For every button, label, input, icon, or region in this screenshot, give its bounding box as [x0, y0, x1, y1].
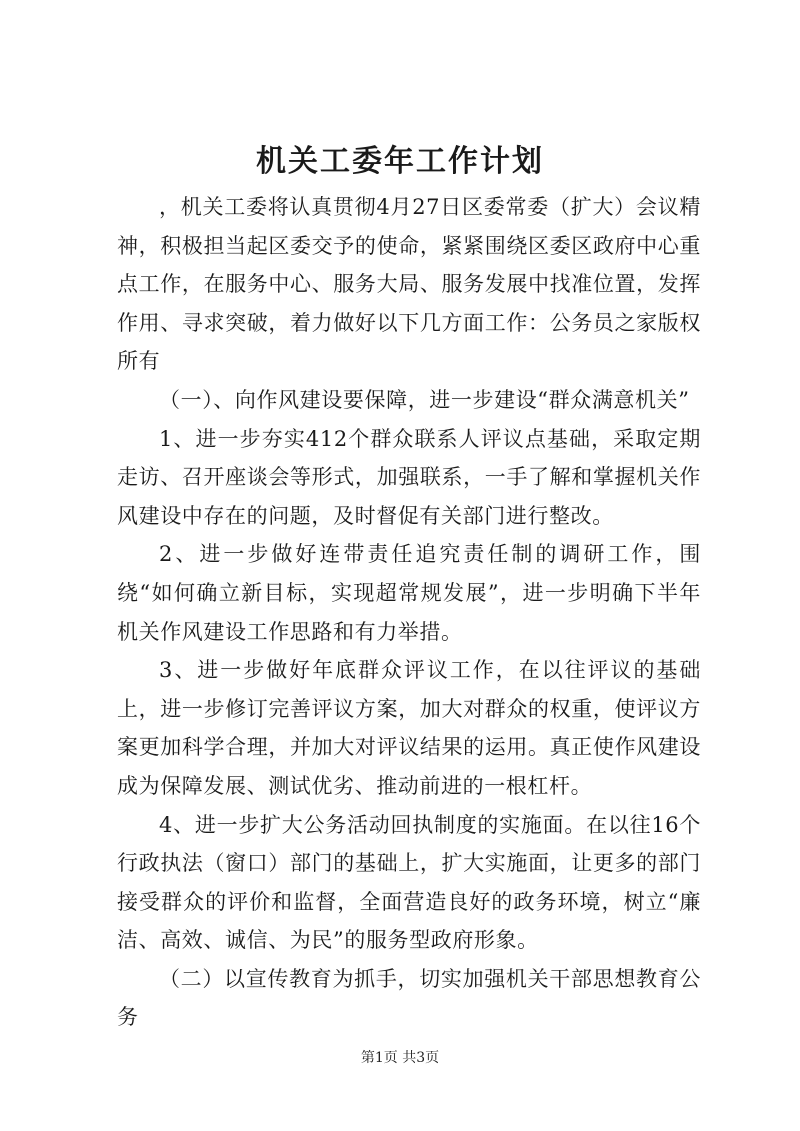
section-heading-2: （二）以宣传教育为抓手，切实加强机关干部思想教育公务 — [117, 966, 701, 1030]
paragraph-item-2: 2、进一步做好连带责任追究责任制的调研工作，围绕“如何确立新目标，实现超常规发展”，进一步明确下半年机关作风建设工作思路和有力举措。 — [117, 542, 701, 644]
page-footer: 第1页 共3页 — [360, 1050, 440, 1066]
paragraph-item-1: 1、进一步夯实412个群众联系人评议点基础，采取定期走访、召开座谈会等形式，加强联系，一手了解和掌握机关作风建设中存在的问题，及时督促有关部门进行整改。 — [117, 426, 701, 528]
paragraph-intro: ，机关工委将认真贯彻4月27日区委常委（扩大）会议精神，积极担当起区委交予的使命，紧紧围绕区委区政府中心重点工作，在服务中心、服务大局、服务发展中找准位置，发挥作用、寻求突破，着力做好以下几方面工作：公务员之家版权所有 — [117, 195, 701, 374]
document-title: 机关工委年工作计划 — [256, 144, 544, 179]
paragraph-item-3: 3、进一步做好年底群众评议工作，在以往评议的基础上，进一步修订完善评议方案，加大对群众的权重，使评议方案更加科学合理，并加大对评议结果的运用。真正使作风建设成为保障发展、测试优劣、推动前进的一根杠杆。 — [117, 658, 701, 798]
section-heading-1: （一）、向作风建设要保障，进一步建设“群众满意机关” — [159, 387, 690, 412]
paragraph-item-4: 4、进一步扩大公务活动回执制度的实施面。在以往16个行政执法（窗口）部门的基础上，扩大实施面，让更多的部门接受群众的评价和监督，全面营造良好的政务环境，树立“廉洁、高效、诚信、为民”的服务型政府形象。 — [117, 812, 701, 953]
document-body — [117, 188, 701, 1037]
